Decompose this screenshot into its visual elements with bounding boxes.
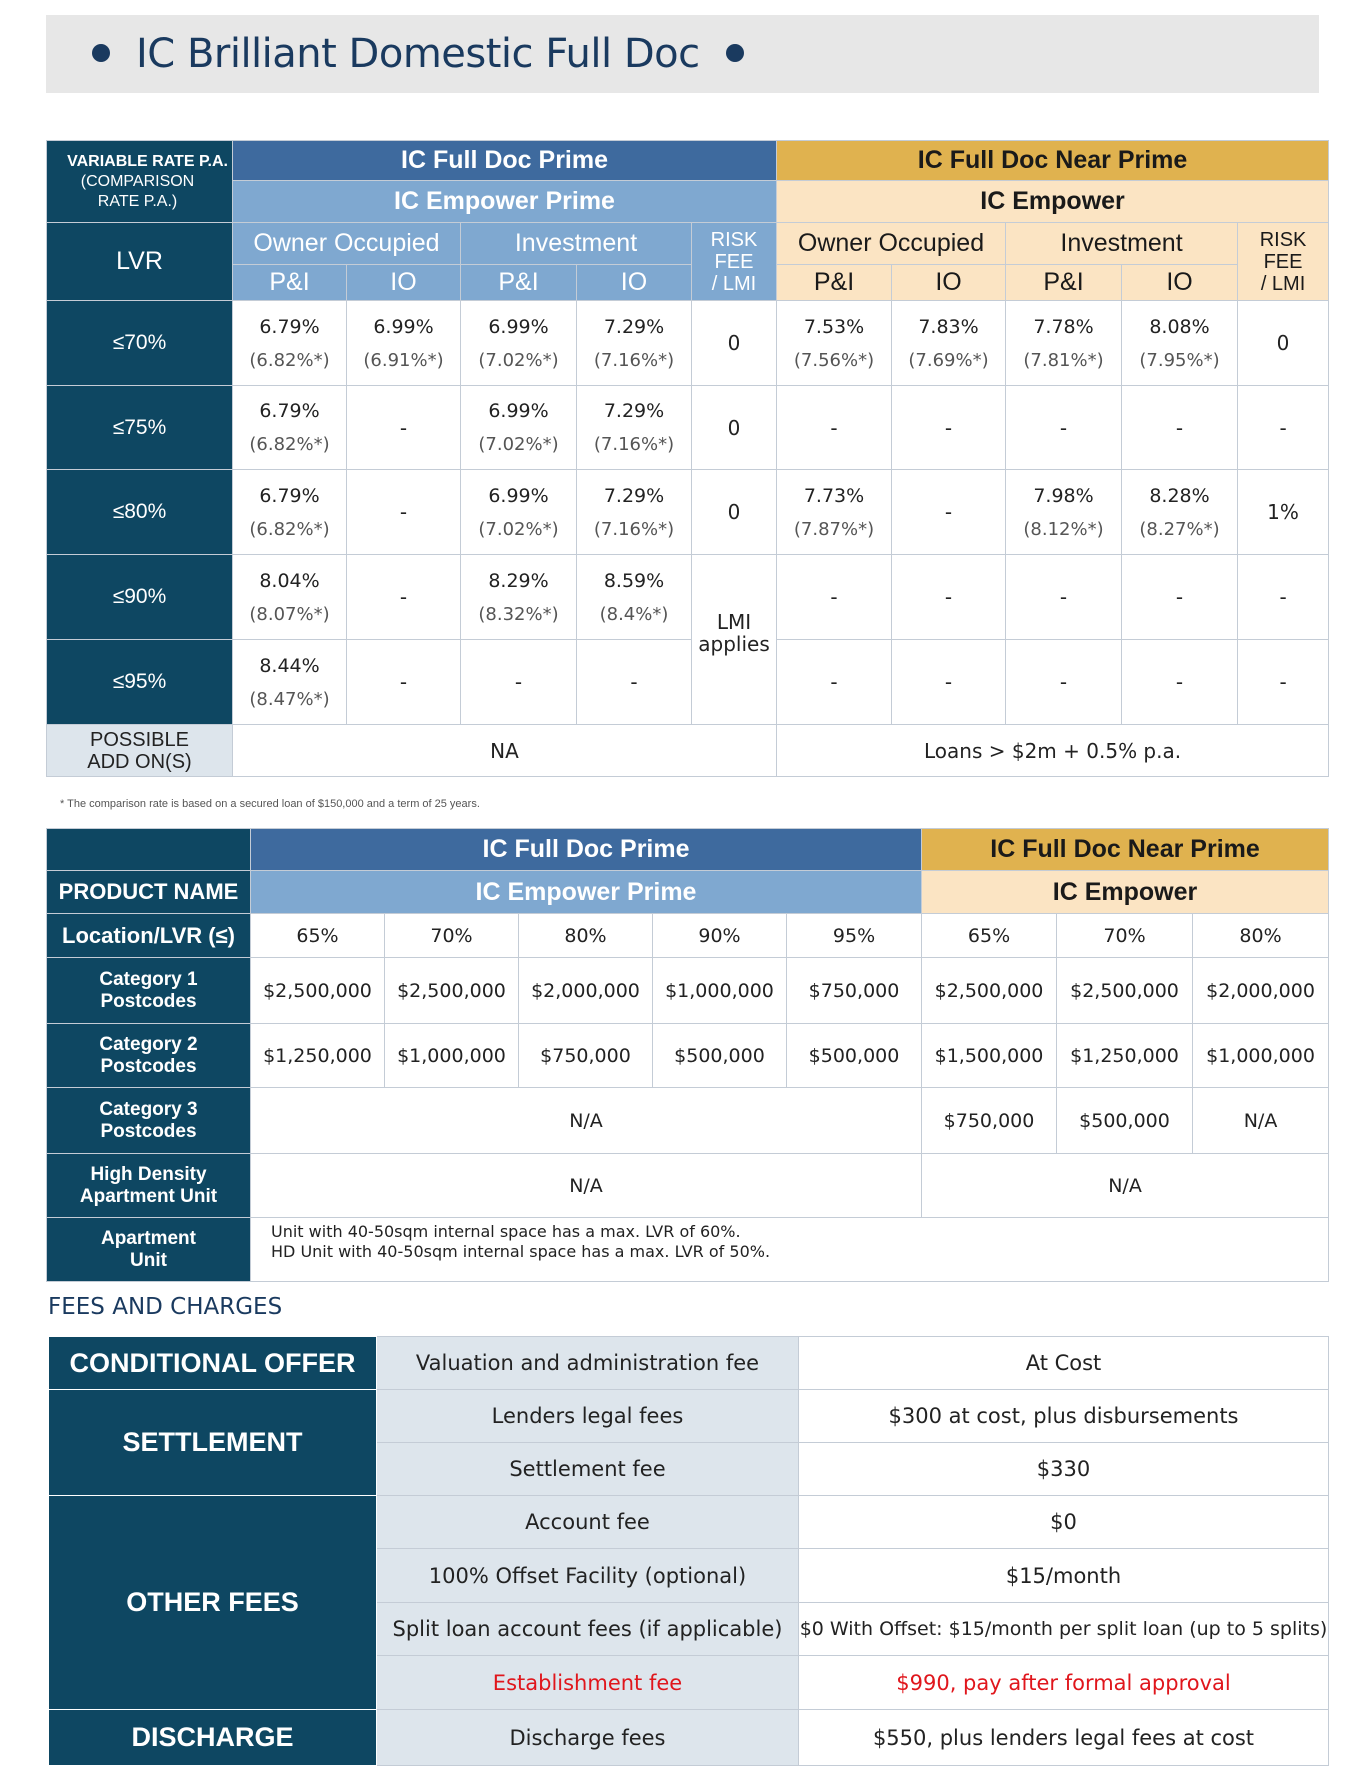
rate-cell: - — [577, 640, 692, 725]
rate-cell — [577, 386, 692, 470]
rate-cell — [461, 386, 577, 470]
lvr-header-cell: 70% — [385, 914, 519, 958]
near-product-header: IC Empower — [777, 181, 1329, 223]
apartment-unit-label — [47, 1218, 251, 1282]
limit-cell: $500,000 — [653, 1024, 787, 1088]
table-row — [47, 958, 1329, 1024]
lvr-header-cell: 80% — [519, 914, 653, 958]
limit-cell: $2,000,000 — [519, 958, 653, 1024]
risk-fee-cell: 1% — [1238, 470, 1329, 555]
limit-cell: $750,000 — [922, 1088, 1057, 1154]
rate-cell — [1122, 470, 1238, 555]
addon-label-line: ADD ON(S) — [87, 750, 192, 773]
comparison-footnote: * The comparison rate is based on a secured loan of $150,000 and a term of 25 years. — [60, 798, 480, 810]
establishment-fee-value: $990, pay after formal approval — [799, 1656, 1329, 1710]
rate-value: 6.79% — [259, 484, 320, 507]
prime-inv-pi-header: P&I — [461, 265, 577, 301]
category-label-line: Unit — [130, 1249, 167, 1271]
risk-fee-line: / LMI — [1260, 272, 1306, 295]
comparison-rate-value: (6.82%*) — [249, 434, 330, 455]
lvr-label: ≤80% — [47, 470, 233, 555]
category-label-line: Category 1 — [99, 968, 198, 990]
table-row — [47, 1024, 1329, 1088]
risk-fee-cell: 0 — [692, 386, 777, 470]
rate-cell — [347, 301, 461, 386]
rate-cell — [233, 470, 347, 555]
settlement-label: SETTLEMENT — [49, 1390, 377, 1496]
corner-line: VARIABLE RATE P.A. — [67, 152, 228, 170]
prime-owner-occupied-header: Owner Occupied — [233, 223, 461, 265]
risk-fee-cell: 0 — [692, 470, 777, 555]
addon-label — [47, 725, 233, 777]
lvr-header-cell: 65% — [922, 914, 1057, 958]
rate-cell — [777, 301, 892, 386]
comparison-rate-value: (8.27%*) — [1139, 518, 1220, 540]
prime-product-header: IC Empower Prime — [233, 181, 777, 223]
table-row — [49, 1390, 1329, 1443]
rate-cell — [233, 386, 347, 470]
rate-cell — [577, 555, 692, 640]
rate-cell — [577, 470, 692, 555]
category-label-line: Apartment — [100, 1227, 196, 1249]
rate-cell: - — [347, 640, 461, 725]
table-row — [47, 386, 1329, 470]
near-owner-occupied-header: Owner Occupied — [777, 223, 1006, 265]
comparison-rate-value: (6.91%*) — [363, 349, 444, 371]
rate-value: 7.73% — [803, 484, 865, 507]
table-row — [47, 555, 1329, 640]
limit-cell: $1,250,000 — [1057, 1024, 1193, 1088]
rate-value: 6.99% — [488, 400, 549, 422]
product-name-label: PRODUCT NAME — [47, 871, 251, 914]
fee-value: At Cost — [799, 1337, 1329, 1390]
rate-cell: - — [347, 555, 461, 640]
limit-cell: $2,500,000 — [385, 958, 519, 1024]
rate-cell — [233, 301, 347, 386]
near-prime-group-header: IC Full Doc Near Prime — [777, 141, 1329, 181]
comparison-rate-value: (7.87%*) — [793, 518, 875, 540]
lmi-line: LMI — [716, 610, 752, 634]
near-investment-header: Investment — [1006, 223, 1238, 265]
rate-cell — [1006, 470, 1122, 555]
corner-line: RATE P.A.) — [97, 192, 178, 210]
discharge-label: DISCHARGE — [49, 1710, 377, 1766]
category-label-line: Category 2 — [99, 1033, 198, 1055]
comparison-rate-value: (7.16%*) — [593, 518, 675, 540]
risk-fee-cell: - — [1238, 386, 1329, 470]
rate-cell — [1122, 301, 1238, 386]
rate-cell: - — [461, 640, 577, 725]
lmi-line: applies — [698, 632, 770, 656]
table-row — [47, 1154, 1329, 1218]
limit-cell: $2,500,000 — [251, 958, 385, 1024]
comparison-rate-value: (7.56%*) — [793, 349, 875, 371]
near-oo-pi-header: P&I — [777, 265, 892, 301]
risk-fee-cell: - — [1238, 640, 1329, 725]
prime-risk-fee-header — [692, 223, 777, 301]
limit-cell: N/A — [251, 1088, 922, 1154]
establishment-fee-name: Establishment fee — [377, 1656, 799, 1710]
lvr-label: ≤75% — [47, 386, 233, 470]
fee-value: $15/month — [799, 1549, 1329, 1603]
table-row — [47, 1218, 1329, 1282]
comparison-rate-value: (7.95%*) — [1139, 349, 1220, 371]
rate-cell: - — [777, 555, 892, 640]
table-row — [47, 470, 1329, 555]
rate-cell: - — [347, 470, 461, 555]
page-title-text: IC Brilliant Domestic Full Doc — [136, 31, 700, 77]
rate-value: 6.99% — [373, 315, 434, 338]
lvr-header: LVR — [47, 223, 233, 301]
prime-oo-pi-header: P&I — [233, 265, 347, 301]
other-fees-label: OTHER FEES — [49, 1496, 377, 1710]
bullet-icon — [92, 44, 110, 62]
limit-cell: $1,000,000 — [1193, 1024, 1329, 1088]
fees-section-title: FEES AND CHARGES — [48, 1294, 283, 1320]
prime-oo-io-header: IO — [347, 265, 461, 301]
comparison-rate-value: (6.82%*) — [249, 518, 330, 540]
rate-value: 6.99% — [488, 315, 549, 338]
near-oo-io-header: IO — [892, 265, 1006, 301]
limits-near-product: IC Empower — [922, 871, 1329, 914]
rate-value: 8.08% — [1149, 315, 1210, 338]
fee-name: Settlement fee — [377, 1443, 799, 1496]
fees-table — [48, 1336, 1329, 1766]
limit-cell: N/A — [1193, 1088, 1329, 1154]
comparison-rate-value: (8.32%*) — [478, 603, 559, 625]
category-1-label — [47, 958, 251, 1024]
risk-fee-cell: - — [1238, 555, 1329, 640]
rate-value: 7.78% — [1033, 315, 1094, 338]
rate-value: 7.29% — [603, 484, 665, 507]
rate-value: 6.79% — [259, 315, 320, 338]
limits-near-group: IC Full Doc Near Prime — [922, 829, 1329, 871]
rate-value: 7.83% — [918, 315, 979, 338]
rate-cell — [233, 640, 347, 725]
rate-value: 7.29% — [603, 315, 665, 338]
rate-cell: - — [347, 386, 461, 470]
table-row — [47, 1088, 1329, 1154]
fee-value: $300 at cost, plus disbursements — [799, 1390, 1329, 1443]
limit-cell: N/A — [922, 1154, 1329, 1218]
near-risk-fee-header — [1238, 223, 1329, 301]
lvr-header-cell: 80% — [1193, 914, 1329, 958]
limit-cell: $1,000,000 — [385, 1024, 519, 1088]
rate-cell: - — [1006, 386, 1122, 470]
rate-cell — [1006, 301, 1122, 386]
rate-cell: - — [1006, 640, 1122, 725]
rate-cell — [577, 301, 692, 386]
category-label-line: Postcodes — [100, 1120, 197, 1142]
near-inv-io-header: IO — [1122, 265, 1238, 301]
rate-value: 6.99% — [488, 484, 549, 507]
rate-cell — [777, 470, 892, 555]
rate-cell — [892, 301, 1006, 386]
prime-addon-value: NA — [233, 725, 777, 777]
limits-prime-group: IC Full Doc Prime — [251, 829, 922, 871]
rate-value: 8.59% — [603, 569, 665, 592]
rate-cell: - — [892, 555, 1006, 640]
prime-investment-header: Investment — [461, 223, 692, 265]
comparison-rate-value: (8.47%*) — [249, 688, 330, 710]
fee-value: $550, plus lenders legal fees at cost — [799, 1710, 1329, 1766]
limit-cell: $750,000 — [787, 958, 922, 1024]
fee-name: Split loan account fees (if applicable) — [377, 1603, 799, 1656]
comparison-rate-value: (8.4%*) — [599, 603, 669, 625]
category-label-line: Apartment Unit — [79, 1185, 218, 1207]
conditional-offer-label: CONDITIONAL OFFER — [49, 1337, 377, 1390]
limits-prime-product: IC Empower Prime — [251, 871, 922, 914]
rate-cell: - — [892, 386, 1006, 470]
comparison-rate-value: (7.16%*) — [593, 349, 675, 371]
comparison-rate-value: (7.69%*) — [908, 349, 989, 371]
fee-value: $0 — [799, 1496, 1329, 1549]
rate-cell — [461, 470, 577, 555]
rate-value: 7.29% — [603, 400, 665, 422]
category-2-label — [47, 1024, 251, 1088]
fee-name: Account fee — [377, 1496, 799, 1549]
fee-name: Valuation and administration fee — [377, 1337, 799, 1390]
rate-cell — [461, 555, 577, 640]
near-inv-pi-header: P&I — [1006, 265, 1122, 301]
table-row — [49, 1710, 1329, 1766]
apartment-note-line: Unit with 40-50sqm internal space has a max. LVR of 60%. — [271, 1222, 741, 1241]
fee-name: Discharge fees — [377, 1710, 799, 1766]
rate-value: 7.98% — [1033, 484, 1094, 507]
comparison-rate-value: (7.02%*) — [478, 349, 559, 371]
lvr-header-cell: 70% — [1057, 914, 1193, 958]
rate-value: 7.53% — [803, 315, 865, 338]
prime-inv-io-header: IO — [577, 265, 692, 301]
rate-cell: - — [1122, 555, 1238, 640]
rate-cell — [233, 555, 347, 640]
page-title — [46, 15, 770, 93]
rate-cell: - — [1006, 555, 1122, 640]
lmi-applies-cell — [692, 555, 777, 725]
category-label-line: Postcodes — [100, 1055, 197, 1077]
title-banner — [46, 15, 1319, 93]
limit-cell: $2,500,000 — [922, 958, 1057, 1024]
rate-cell: - — [777, 386, 892, 470]
table-row — [47, 301, 1329, 386]
loan-limits-table — [46, 828, 1329, 1282]
fee-value: $0 With Offset: $15/month per split loan (up to 5 splits) — [799, 1603, 1329, 1656]
rate-value: 8.04% — [259, 569, 320, 592]
category-label-line: Category 3 — [99, 1098, 198, 1120]
near-addon-value: Loans > $2m + 0.5% p.a. — [777, 725, 1329, 777]
lvr-header-cell: 95% — [787, 914, 922, 958]
limits-corner — [47, 829, 251, 871]
limit-cell: N/A — [251, 1154, 922, 1218]
fee-name: 100% Offset Facility (optional) — [377, 1549, 799, 1603]
comparison-rate-value: (7.16%*) — [593, 434, 675, 455]
comparison-rate-value: (7.02%*) — [478, 434, 559, 455]
limit-cell: $1,250,000 — [251, 1024, 385, 1088]
limit-cell: $2,000,000 — [1193, 958, 1329, 1024]
lvr-label: ≤70% — [47, 301, 233, 386]
table-row — [49, 1496, 1329, 1549]
rate-cell: - — [892, 470, 1006, 555]
risk-fee-line: RISK — [1259, 228, 1307, 251]
rate-cell: - — [777, 640, 892, 725]
fee-value: $330 — [799, 1443, 1329, 1496]
bullet-icon — [726, 44, 744, 62]
addon-label-line: POSSIBLE — [90, 728, 189, 751]
corner-line: (COMPARISON — [80, 172, 195, 190]
rate-cell: - — [1122, 386, 1238, 470]
category-3-label — [47, 1088, 251, 1154]
table-row — [47, 640, 1329, 725]
rate-cell — [461, 301, 577, 386]
limit-cell: $500,000 — [787, 1024, 922, 1088]
category-label-line: Postcodes — [100, 990, 197, 1012]
risk-fee-line: / LMI — [711, 272, 757, 295]
fee-name: Lenders legal fees — [377, 1390, 799, 1443]
risk-fee-line: FEE — [1263, 250, 1303, 273]
lvr-header-cell: 90% — [653, 914, 787, 958]
risk-fee-line: RISK — [710, 228, 758, 251]
risk-fee-line: FEE — [714, 250, 754, 273]
limit-cell: $500,000 — [1057, 1088, 1193, 1154]
apartment-unit-note — [251, 1218, 1329, 1282]
rate-cell: - — [892, 640, 1006, 725]
risk-fee-cell: 0 — [1238, 301, 1329, 386]
table-row — [49, 1337, 1329, 1390]
lvr-label: ≤90% — [47, 555, 233, 640]
rate-value: 8.29% — [488, 569, 549, 592]
rate-value: 8.28% — [1149, 484, 1210, 507]
rate-value: 8.44% — [259, 654, 320, 677]
comparison-rate-value: (7.81%*) — [1023, 349, 1104, 371]
rate-cell: - — [1122, 640, 1238, 725]
category-label-line: High Density — [90, 1163, 207, 1185]
apartment-note-line: HD Unit with 40-50sqm internal space has a max. LVR of 50%. — [271, 1242, 771, 1261]
rate-value: 6.79% — [259, 400, 320, 422]
rates-table — [46, 140, 1329, 777]
lvr-header-cell: 65% — [251, 914, 385, 958]
comparison-rate-value: (8.12%*) — [1023, 518, 1104, 540]
rate-corner-header — [47, 141, 233, 223]
high-density-label — [47, 1154, 251, 1218]
comparison-rate-value: (8.07%*) — [249, 603, 330, 625]
lvr-label: ≤95% — [47, 640, 233, 725]
limit-cell: $1,000,000 — [653, 958, 787, 1024]
limit-cell: $1,500,000 — [922, 1024, 1057, 1088]
risk-fee-cell: 0 — [692, 301, 777, 386]
comparison-rate-value: (6.82%*) — [249, 349, 330, 371]
prime-group-header: IC Full Doc Prime — [233, 141, 777, 181]
comparison-rate-value: (7.02%*) — [478, 518, 559, 540]
limit-cell: $2,500,000 — [1057, 958, 1193, 1024]
location-lvr-label: Location/LVR (≤) — [47, 914, 251, 958]
limit-cell: $750,000 — [519, 1024, 653, 1088]
table-row — [47, 725, 1329, 777]
